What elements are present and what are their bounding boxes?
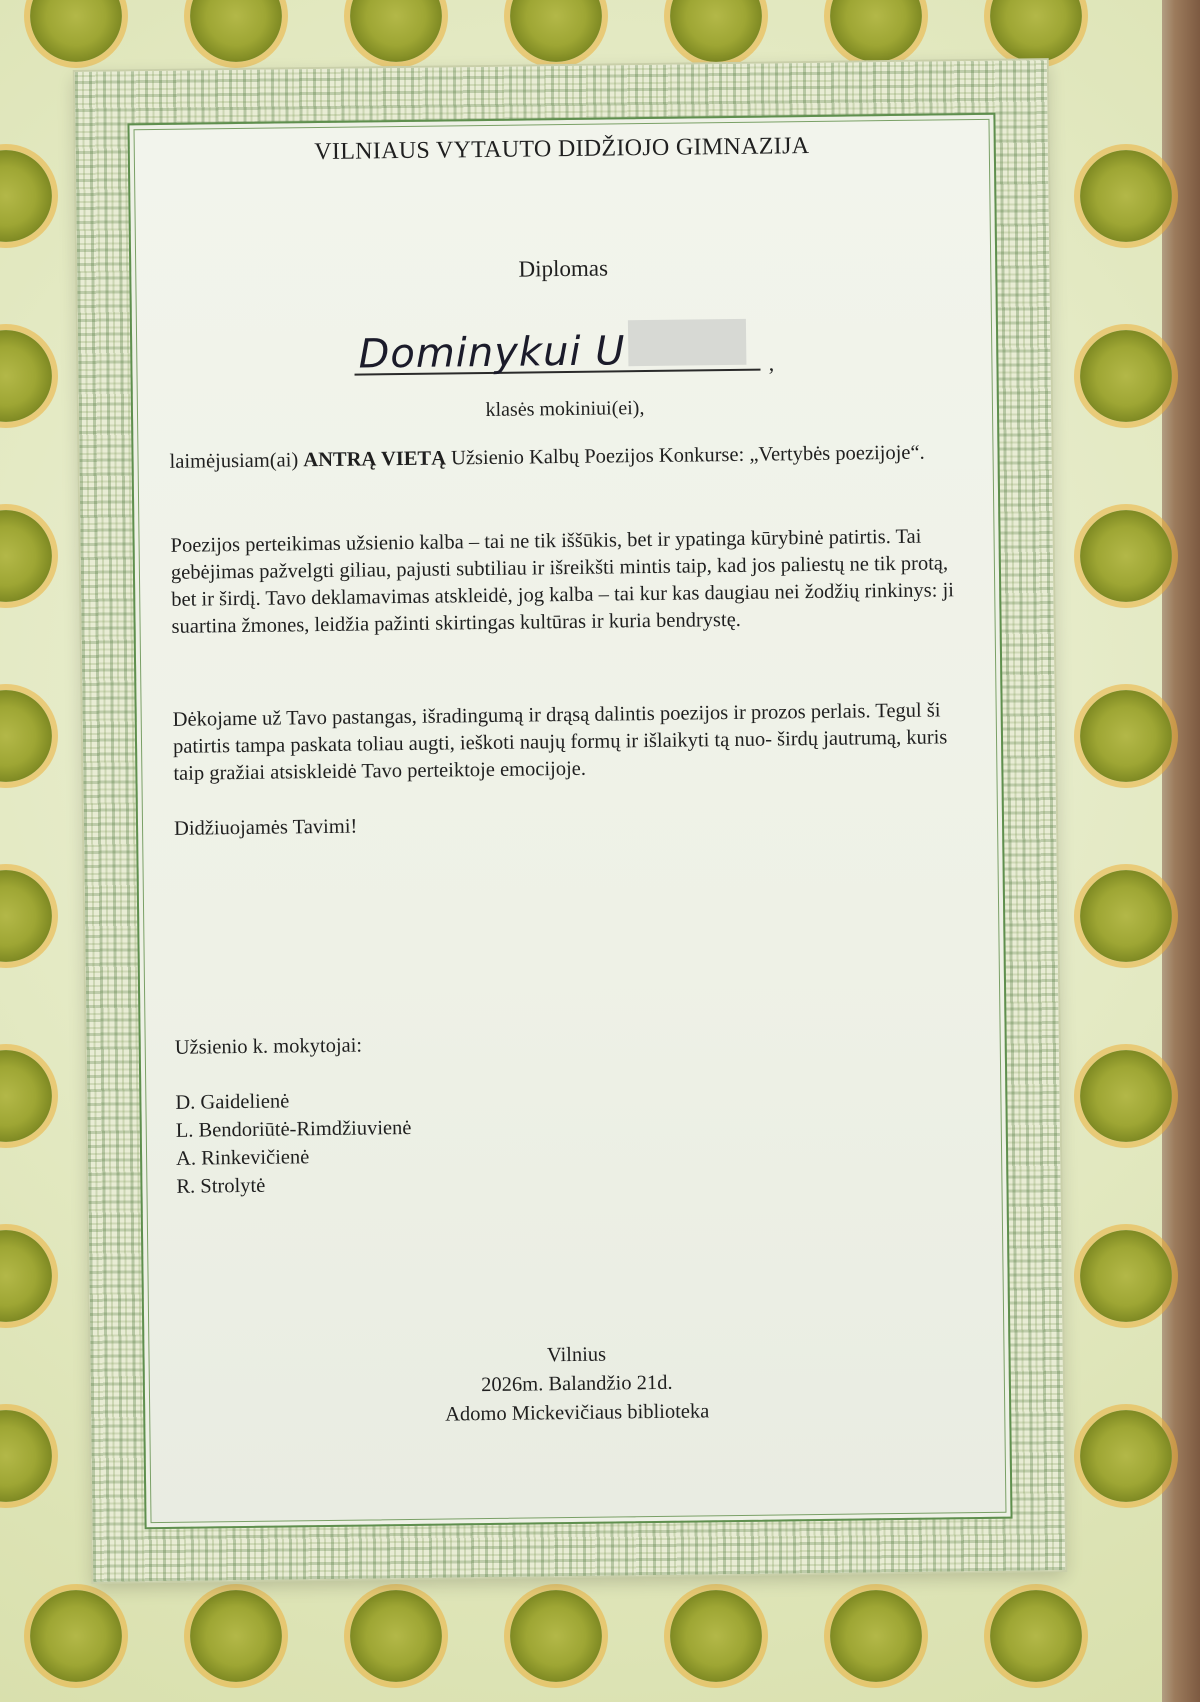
ornamental-medallion-icon — [30, 1590, 122, 1682]
diploma-sheet — [75, 60, 1065, 1582]
recipient-name: Dominykui U — [358, 328, 626, 378]
ornamental-medallion-icon — [0, 690, 52, 782]
diploma-content — [150, 131, 991, 1513]
award-place: ANTRĄ VIETĄ — [303, 447, 447, 472]
diploma-title: Diplomas — [518, 255, 609, 282]
footer-venue: Adomo Mickevičiaus biblioteka — [445, 1400, 710, 1426]
award-paragraph — [169, 439, 961, 476]
ornamental-medallion-icon — [1080, 510, 1172, 602]
redacted-surname — [628, 319, 747, 366]
ornamental-medallion-icon — [1080, 1230, 1172, 1322]
body-paragraph-2: Dėkojame už Tavo pastangas, išradingumą ir drąsą dalintis poezijos ir prozos perlais. Tegul ši patirtis tampa paskata toliau augti, ieškoti naujų formų ir išlaikyti tą nuo- širdų jautrumą, kuris taip gražiai atsiskleidė Tavo perteiktoje emocijoje. — [172, 699, 948, 785]
ornamental-medallion-icon — [1080, 1410, 1172, 1502]
ornamental-medallion-icon — [670, 1590, 762, 1682]
teachers-title: Užsienio k. mokytojai: — [174, 1034, 363, 1059]
ornamental-medallion-icon — [830, 0, 922, 62]
ornamental-medallion-icon — [990, 0, 1082, 62]
ornamental-medallion-icon — [1080, 330, 1172, 422]
closing-line: Didžiuojamės Tavimi! — [173, 815, 358, 840]
ornamental-medallion-icon — [0, 1050, 52, 1142]
ornamental-medallion-icon — [830, 1590, 922, 1682]
ornamental-medallion-icon — [510, 0, 602, 62]
ornamental-medallion-icon — [0, 1230, 52, 1322]
ornamental-medallion-icon — [510, 1590, 602, 1682]
teacher-item: R. Strolytė — [176, 1174, 266, 1198]
teacher-item: D. Gaidelienė — [175, 1090, 290, 1114]
ornamental-medallion-icon — [1080, 150, 1172, 242]
recipient-name-line — [354, 319, 761, 376]
award-suffix: Užsienio Kalbų Poezijos Konkurse: „Vertybės poezijoje“. — [450, 441, 925, 470]
ornamental-medallion-icon — [1080, 690, 1172, 782]
diploma-footer — [164, 1336, 989, 1433]
recipient-comma: , — [768, 350, 775, 376]
ornamental-medallion-icon — [350, 1590, 442, 1682]
ornamental-medallion-icon — [190, 0, 282, 62]
class-line: klasės mokiniui(ei), — [485, 397, 645, 422]
ornamental-medallion-icon — [190, 1590, 282, 1682]
ornamental-medallion-icon — [1080, 870, 1172, 962]
teacher-item: L. Bendoriūtė-Rimdžiuvienė — [175, 1116, 412, 1142]
body-paragraph-1: Poezijos perteikimas užsienio kalba – tai ne tik iššūkis, bet ir ypatinga kūrybinė patirtis. Tai gebėjimas pažvelgti giliau, pajusti subtiliau ir išreikšti mintis taip, kad jos paliestų ne tik protą, bet ir širdį. Tavo deklamavimas atskleidė, jog kalba – tai kur kas daugiau nei žodžių rinkinys: ji suartina žmones, leidžia pažinti skirtingas kultūras ir kuria bendrystę. — [170, 525, 955, 638]
teachers-list — [175, 1086, 412, 1201]
ornamental-medallion-icon — [350, 0, 442, 62]
ornamental-medallion-icon — [0, 330, 52, 422]
ornamental-medallion-icon — [30, 0, 122, 62]
ornamental-medallion-icon — [0, 510, 52, 602]
ornamental-medallion-icon — [1080, 1050, 1172, 1142]
award-prefix: laimėjusiam(ai) — [169, 449, 299, 473]
diploma-text-panel — [127, 113, 1012, 1529]
ornamental-medallion-icon — [0, 150, 52, 242]
teacher-item: A. Rinkevičienė — [175, 1146, 310, 1170]
ornamental-medallion-icon — [0, 1410, 52, 1502]
ornamental-medallion-icon — [0, 870, 52, 962]
footer-date: 2026m. Balandžio 21d. — [481, 1371, 673, 1397]
recipient-row — [152, 316, 977, 386]
ornamental-medallion-icon — [990, 1590, 1082, 1682]
footer-city: Vilnius — [546, 1343, 607, 1367]
school-name: VILNIAUS VYTAUTO DIDŽIOJO GIMNAZIJA — [314, 133, 810, 166]
ornamental-medallion-icon — [670, 0, 762, 62]
